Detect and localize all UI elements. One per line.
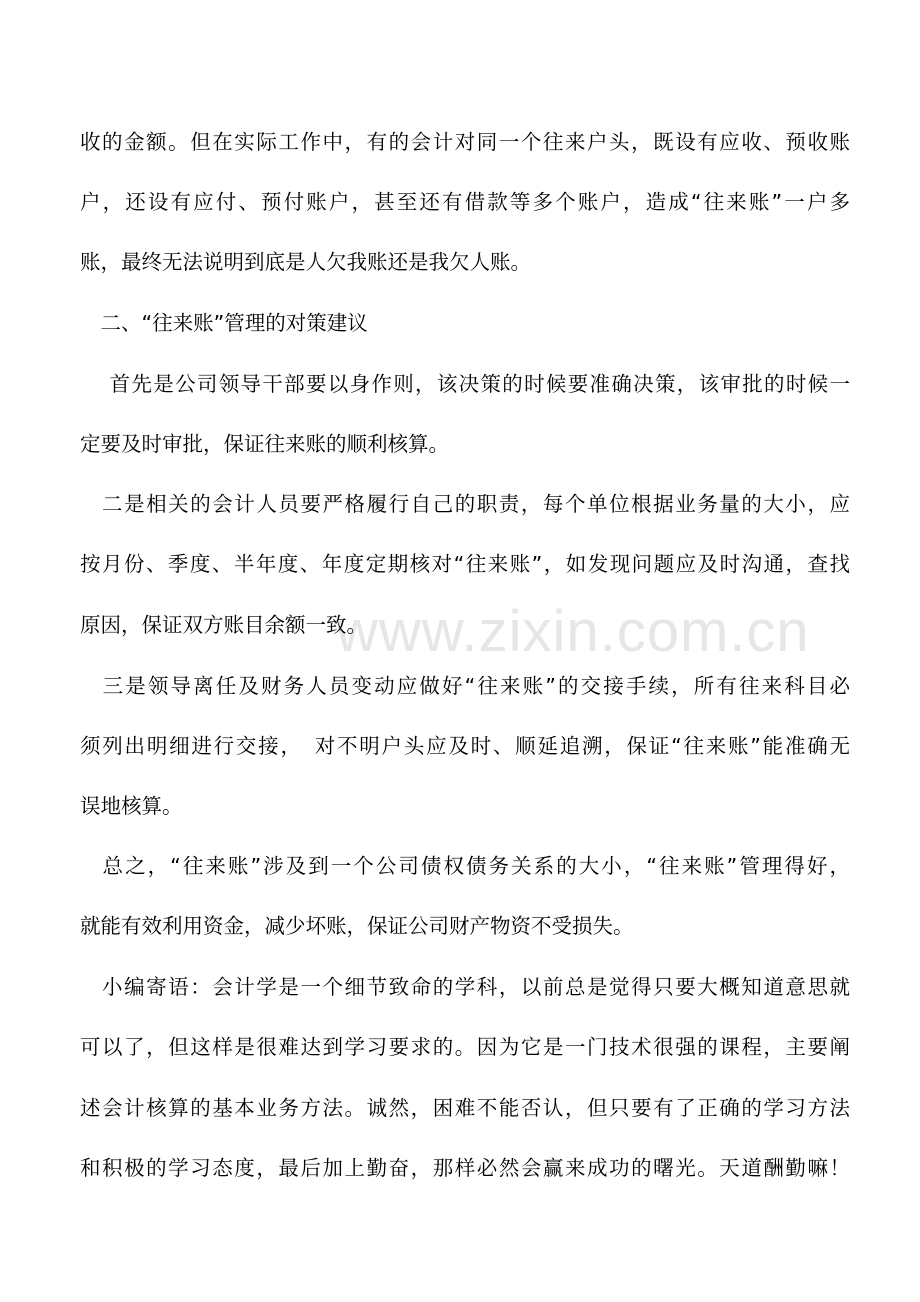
text-line: 述会计核算的基本业务方法。诚然，困难不能否认，但只要有了正确的学习方法 <box>80 1096 850 1120</box>
text-line: 原因，保证双方账目余额一致。 <box>80 613 367 637</box>
text-line: 总之，“往来账”涉及到一个公司债权债务关系的大小，“往来账”管理得好， <box>80 854 850 878</box>
watermark: www.zixin.com.cn <box>336 599 810 664</box>
text-line: 三是领导离任及财务人员变动应做好“往来账”的交接手续，所有往来科目必 <box>80 674 850 698</box>
text-line: 二是相关的会计人员要严格履行自己的职责，每个单位根据业务量的大小，应 <box>80 492 850 516</box>
text-line: 收的金额。但在实际工作中，有的会计对同一个往来户头，既设有应收、预收账 <box>80 130 850 154</box>
text-line: 小编寄语：会计学是一个细节致命的学科，以前总是觉得只要大概知道意思就 <box>80 975 850 999</box>
text-line: 就能有效利用资金，减少坏账，保证公司财产物资不受损失。 <box>80 914 634 938</box>
text-line: 账，最终无法说明到底是人欠我账还是我欠人账。 <box>80 250 531 274</box>
text-line: 定要及时审批，保证往来账的顺利核算。 <box>80 432 449 456</box>
text-line: 误地核算。 <box>80 794 183 818</box>
text-line: 可以了，但这样是很难达到学习要求的。因为它是一门技术很强的课程，主要阐 <box>80 1035 850 1059</box>
text-line: 户，还设有应付、预付账户，甚至还有借款等多个账户，造成“往来账”一户多 <box>80 190 850 214</box>
text-line: 首先是公司领导干部要以身作则，该决策的时候要准确决策，该审批的时候一 <box>80 372 850 396</box>
section-heading: 二、“往来账”管理的对策建议 <box>80 311 368 335</box>
text-line: 须列出明细进行交接， 对不明户头应及时、顺延追溯，保证“往来账”能准确无 <box>80 734 850 758</box>
text-line: 和积极的学习态度，最后加上勤奋，那样必然会赢来成功的曙光。天道酬勤嘛！ <box>80 1156 850 1180</box>
text-line: 按月份、季度、半年度、年度定期核对“往来账”，如发现问题应及时沟通，查找 <box>80 552 850 576</box>
